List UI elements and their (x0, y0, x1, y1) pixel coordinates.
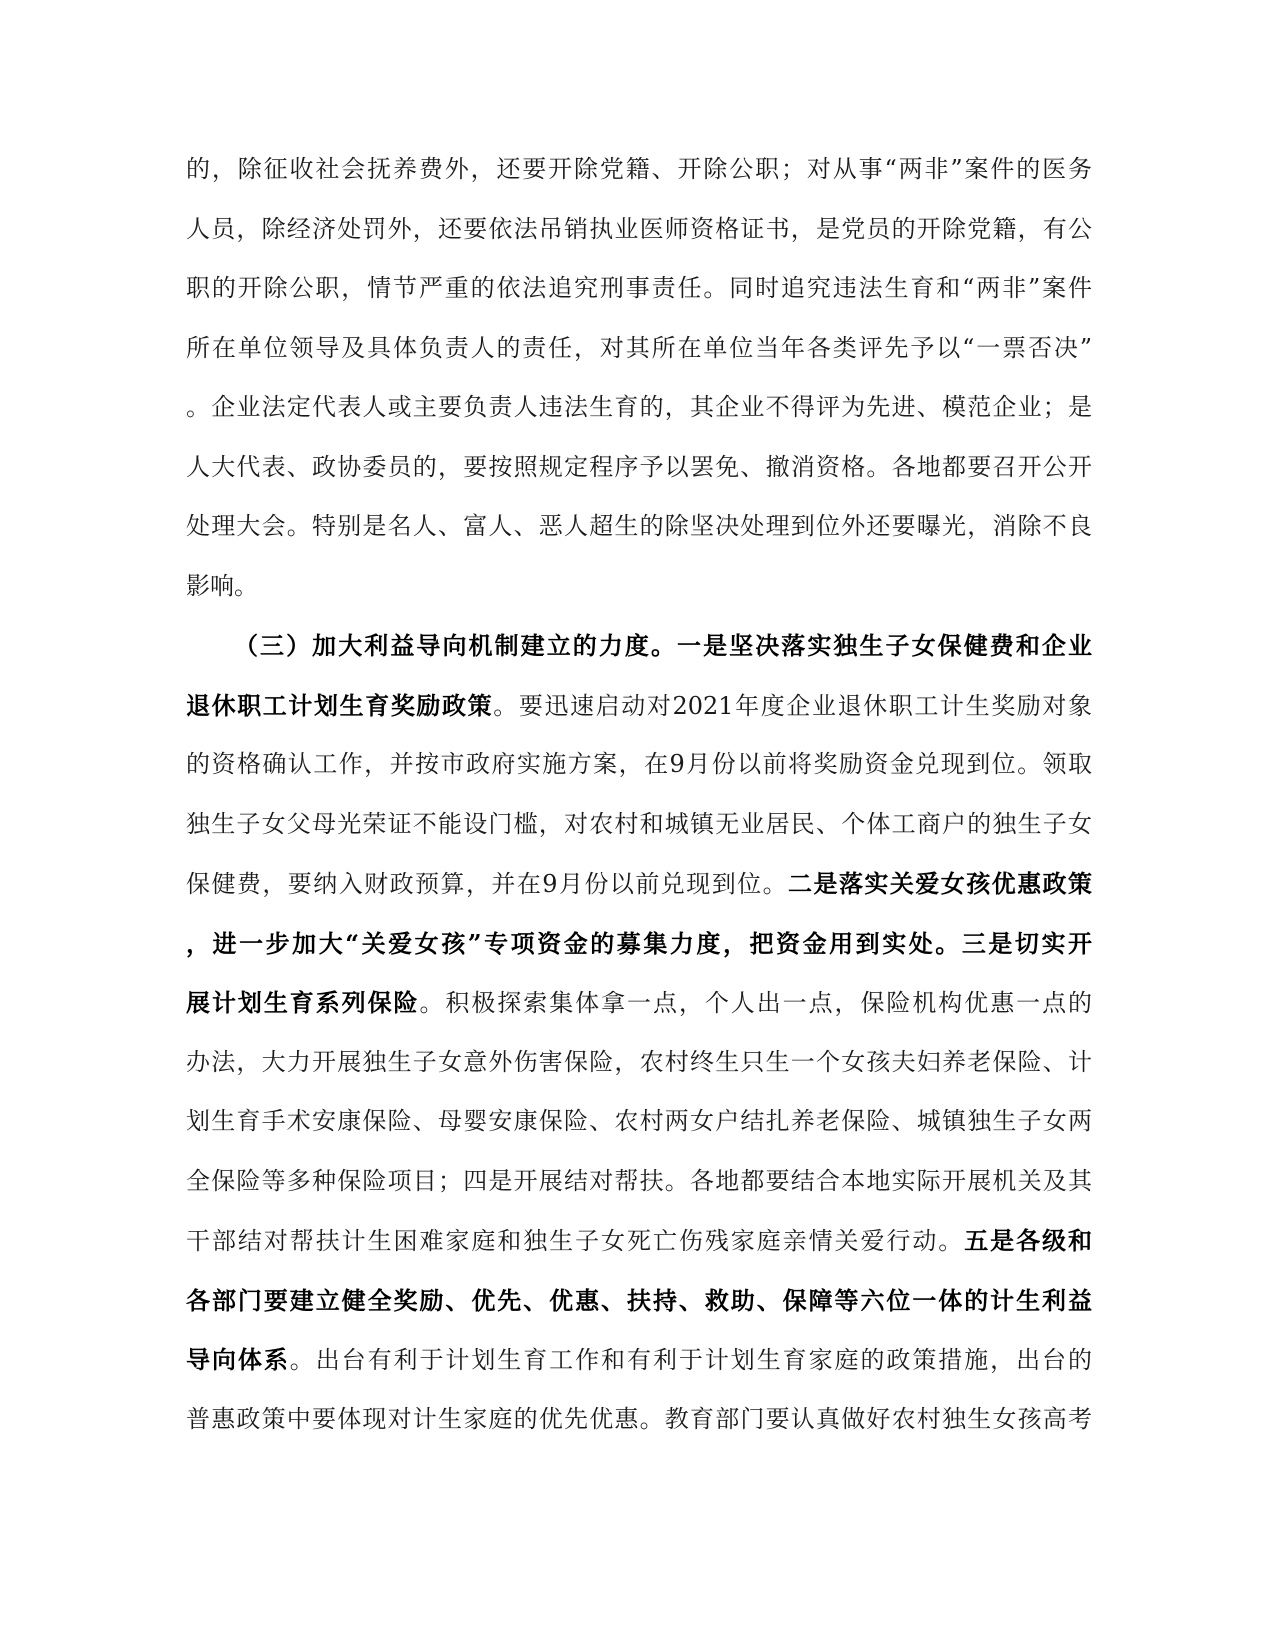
text-line (186, 676, 1092, 736)
text-line (186, 914, 1092, 974)
body-text-run: 人大代表、政协委员的，要按照规定程序予以罢免、撤消资格。各地都要召开公开 (186, 452, 1092, 481)
body-text-run: 划生育手术安康保险、母婴安康保险、农村两女户结扎养老保险、城镇独生子女两 (186, 1107, 1092, 1135)
body-text-run: 全保险等多种保险项目；四是开展结对帮扶。各地都要结合本地实际开展机关及其 (186, 1166, 1092, 1195)
text-line (186, 557, 1092, 617)
bold-text: 展计划生育系列保险 (186, 988, 420, 1017)
text-line (186, 378, 1092, 438)
body-text-run: 的，除征收社会抚养费外，还要开除党籍、开除公职；对从事“两非”案件的医务 (186, 155, 1092, 183)
bold-text: （三）加大利益导向机制建立的力度。一是坚决落实独生子女保健费和企业 (234, 631, 1092, 660)
body-text-run: 。企业法定代表人或主要负责人违法生育的，其企业不得评为先进、模范企业；是 (186, 393, 1092, 421)
body-text-run: 职的开除公职，情节严重的依法追究刑事责任。同时追究违法生育和“两非”案件 (186, 274, 1092, 302)
text-line (186, 1330, 1092, 1390)
text-line (186, 319, 1092, 379)
body-text-run: 。积极探索集体拿一点，个人出一点，保险机构优惠一点的 (419, 989, 1092, 1017)
text-line (186, 1211, 1092, 1271)
bold-text: 导向体系 (186, 1345, 290, 1374)
text-line (186, 1271, 1092, 1331)
bold-text: 五是各级和 (964, 1226, 1092, 1255)
body-text-run: 保健费，要纳入财政预算，并在9月份以前兑现到位。 (186, 870, 789, 898)
text-line (186, 616, 1092, 676)
text-line (186, 438, 1092, 498)
body-text-run: 干部结对帮扶计生困难家庭和独生子女死亡伤残家庭亲情关爱行动。 (186, 1227, 965, 1255)
text-line (186, 497, 1092, 557)
body-text-run: 。出台有利于计划生育工作和有利于计划生育家庭的政策措施，出台的 (289, 1346, 1092, 1374)
text-line (186, 1092, 1092, 1152)
body-text-run: 所在单位领导及具体负责人的责任，对其所在单位当年各类评先予以“一票否决” (186, 333, 1092, 362)
bold-text: 各部门要建立健全奖励、优先、优惠、扶持、救助、保障等六位一体的计生利益 (186, 1285, 1092, 1315)
body-text-run: 人员，除经济处罚外，还要依法吊销执业医师资格证书，是党员的开除党籍，有公 (186, 214, 1092, 243)
body-text-run: 普惠政策中要体现对计生家庭的优先优惠。教育部门要认真做好农村独生女孩高考 (186, 1404, 1092, 1433)
body-text-run: 办法，大力开展独生子女意外伤害保险，农村终生只生一个女孩夫妇养老保险、计 (186, 1047, 1092, 1076)
body-text (186, 140, 1092, 1449)
text-line (186, 735, 1092, 795)
body-text-run: 影响。 (186, 571, 258, 600)
body-text-run: 的资格确认工作，并按市政府实施方案，在9月份以前将奖励资金兑现到位。领取 (186, 750, 1092, 778)
text-line (186, 1033, 1092, 1093)
text-line (186, 854, 1092, 914)
bold-text: 退休职工计划生育奖励政策 (186, 690, 494, 720)
body-text-run: 。要迅速启动对2021年度企业退休职工计生奖励对象 (493, 691, 1092, 720)
text-line (186, 259, 1092, 319)
text-line (186, 140, 1092, 200)
text-line (186, 1152, 1092, 1212)
bold-text: 二是落实关爱女孩优惠政策 (788, 869, 1092, 898)
text-line (186, 973, 1092, 1033)
body-text-run: 独生子女父母光荣证不能设门槛，对农村和城镇无业居民、个体工商户的独生子女 (186, 809, 1092, 838)
bold-text: ，进一步加大“关爱女孩”专项资金的募集力度，把资金用到实处。三是切实开 (186, 928, 1092, 958)
text-line (186, 200, 1092, 260)
text-line (186, 795, 1092, 855)
text-line (186, 1390, 1092, 1450)
body-text-run: 处理大会。特别是名人、富人、恶人超生的除坚决处理到位外还要曝光，消除不良 (186, 512, 1092, 540)
